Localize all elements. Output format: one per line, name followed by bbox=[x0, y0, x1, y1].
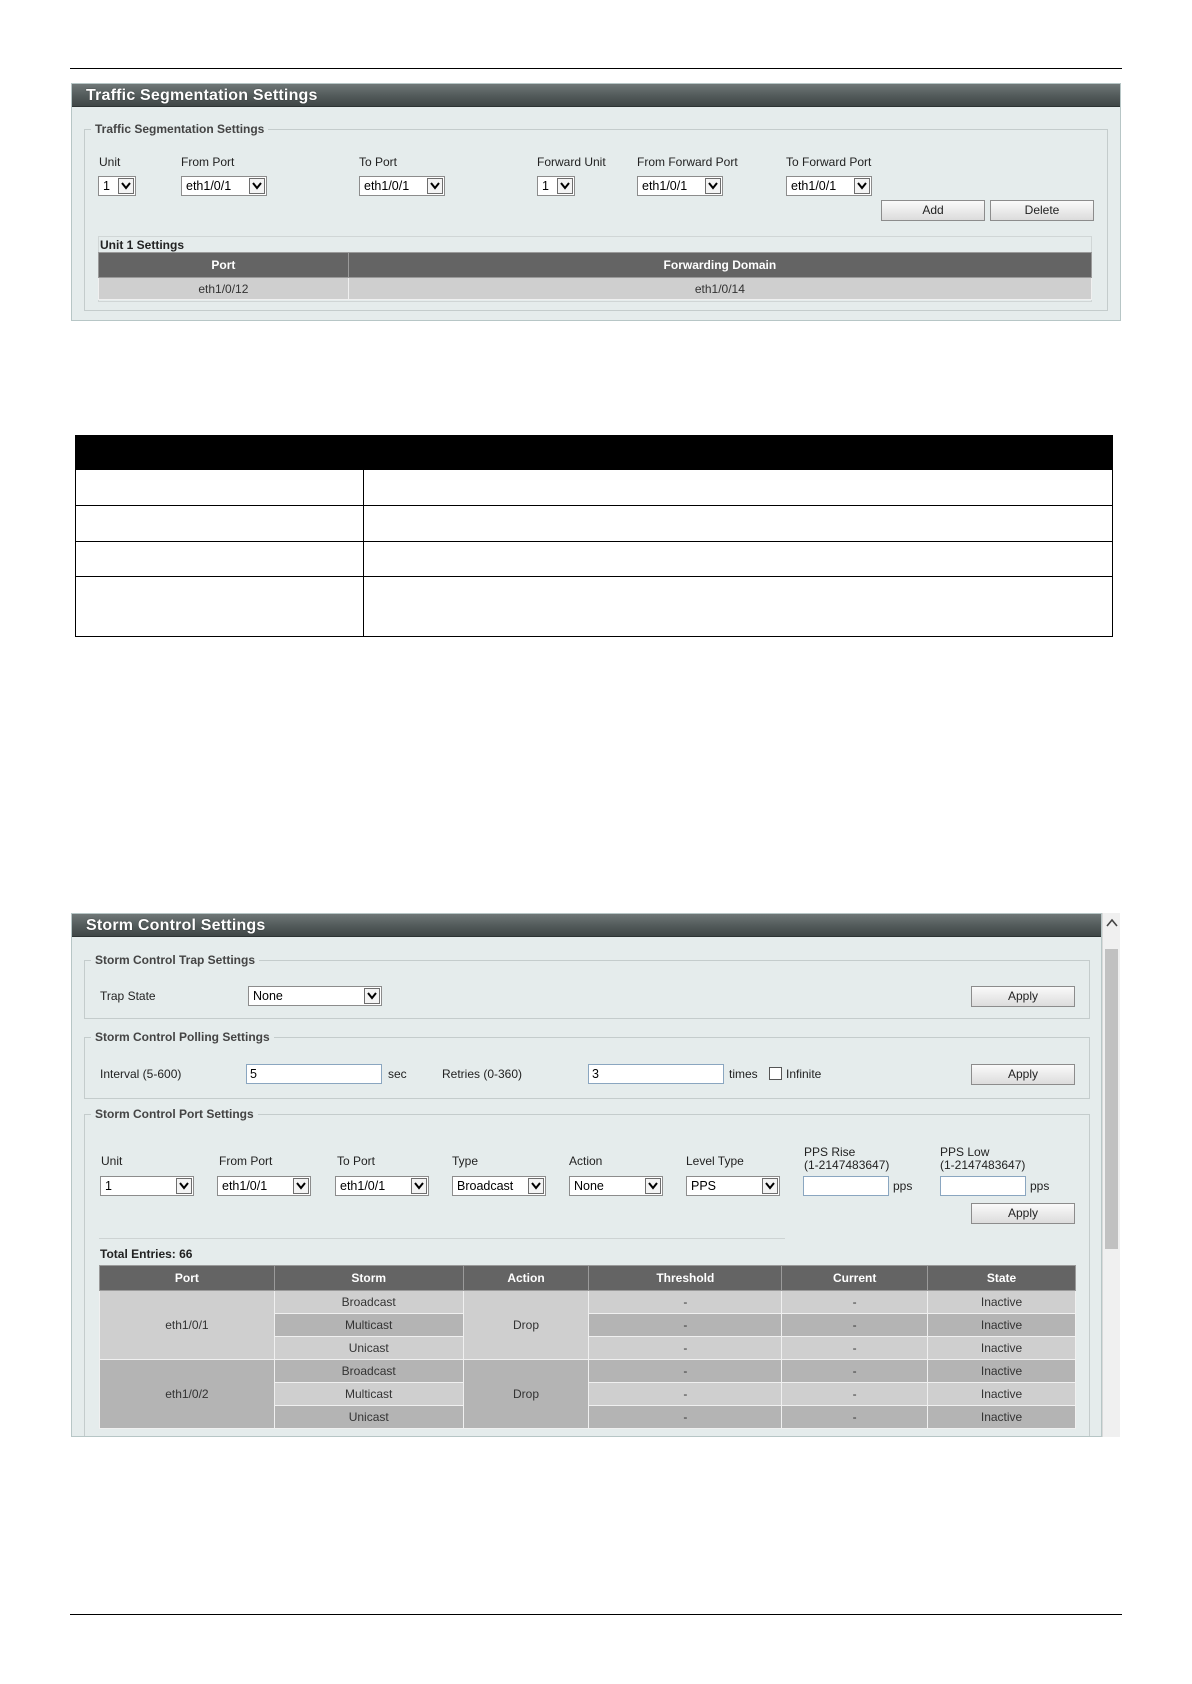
vertical-scrollbar[interactable] bbox=[1102, 913, 1120, 1437]
from-forward-port-select-value: eth1/0/1 bbox=[642, 179, 688, 193]
cell-action: Drop bbox=[463, 1360, 589, 1429]
trap-settings-fieldset bbox=[84, 953, 1090, 1019]
trap-state-select-value: None bbox=[253, 989, 283, 1003]
cell-threshold: - bbox=[589, 1360, 782, 1383]
cell-current: - bbox=[782, 1337, 928, 1360]
polling-apply-button[interactable]: Apply bbox=[971, 1064, 1075, 1085]
cell-port: eth1/0/1 bbox=[100, 1291, 275, 1360]
footer-rule bbox=[70, 1614, 1122, 1615]
pps-low-label-text: PPS Low bbox=[940, 1145, 990, 1159]
from-port-label: From Port bbox=[181, 155, 235, 169]
col-header-current: Current bbox=[782, 1266, 928, 1291]
retries-label: Retries (0-360) bbox=[442, 1067, 523, 1081]
retries-input[interactable]: 3 bbox=[588, 1064, 724, 1084]
add-button[interactable]: Add bbox=[881, 200, 985, 221]
from-forward-port-label: From Forward Port bbox=[637, 155, 738, 169]
to-forward-port-select[interactable] bbox=[786, 176, 872, 196]
fieldset-legend: Traffic Segmentation Settings bbox=[91, 122, 268, 136]
cell-storm: Unicast bbox=[274, 1406, 463, 1429]
from-port-select-value: eth1/0/1 bbox=[222, 1179, 268, 1193]
cell-current: - bbox=[782, 1314, 928, 1337]
cell-state: Inactive bbox=[928, 1383, 1076, 1406]
chevron-down-icon bbox=[176, 1178, 192, 1194]
cell-state: Inactive bbox=[928, 1291, 1076, 1314]
panel-title: Traffic Segmentation Settings bbox=[86, 87, 318, 104]
cell-storm: Broadcast bbox=[274, 1360, 463, 1383]
parameter-description-table bbox=[75, 435, 1113, 637]
forwarding-domain-table bbox=[98, 252, 1092, 300]
unit-select[interactable] bbox=[100, 1176, 194, 1196]
from-port-select-value: eth1/0/1 bbox=[186, 179, 232, 193]
cell-threshold: - bbox=[589, 1291, 782, 1314]
total-entries: Total Entries: 66 bbox=[100, 1247, 193, 1261]
chevron-down-icon bbox=[427, 178, 443, 194]
cell-storm: Broadcast bbox=[274, 1291, 463, 1314]
storm-control-table bbox=[99, 1265, 1076, 1429]
infinite-label: Infinite bbox=[786, 1067, 822, 1081]
col-header-storm: Storm bbox=[274, 1266, 463, 1291]
port-apply-button[interactable]: Apply bbox=[971, 1203, 1075, 1224]
cell-port: eth1/0/12 bbox=[99, 278, 349, 300]
to-port-select-value: eth1/0/1 bbox=[364, 179, 410, 193]
chevron-down-icon bbox=[364, 988, 380, 1004]
table-row bbox=[76, 577, 1113, 637]
fieldset-legend: Storm Control Trap Settings bbox=[91, 953, 259, 967]
trap-state-label: Trap State bbox=[100, 989, 156, 1003]
cell-current: - bbox=[782, 1291, 928, 1314]
table-header-row bbox=[100, 1266, 1076, 1291]
action-select-value: None bbox=[574, 1179, 604, 1193]
pps-rise-range: (1-2147483647) bbox=[804, 1158, 890, 1172]
pps-low-label bbox=[940, 1146, 1025, 1172]
forward-unit-select-value: 1 bbox=[542, 179, 549, 193]
pps-rise-label bbox=[804, 1146, 889, 1172]
chevron-down-icon bbox=[411, 1178, 427, 1194]
chevron-down-icon bbox=[762, 1178, 778, 1194]
col-header-action: Action bbox=[463, 1266, 589, 1291]
to-forward-port-label: To Forward Port bbox=[786, 155, 872, 169]
chevron-down-icon bbox=[118, 178, 134, 194]
header-rule bbox=[70, 68, 1122, 69]
to-port-select[interactable] bbox=[335, 1176, 429, 1196]
chevron-up-icon[interactable] bbox=[1106, 917, 1118, 931]
cell-state: Inactive bbox=[928, 1360, 1076, 1383]
divider bbox=[99, 1238, 785, 1239]
pps-rise-label-text: PPS Rise bbox=[804, 1145, 856, 1159]
pps-low-input[interactable] bbox=[940, 1176, 1026, 1196]
table-row bbox=[99, 278, 1092, 300]
chevron-down-icon bbox=[705, 178, 721, 194]
to-forward-port-select-value: eth1/0/1 bbox=[791, 179, 837, 193]
table-row bbox=[100, 1291, 1076, 1314]
interval-label: Interval (5-600) bbox=[100, 1067, 182, 1081]
type-select-value: Broadcast bbox=[457, 1179, 514, 1193]
unit-select-value: 1 bbox=[103, 179, 110, 193]
cell-current: - bbox=[782, 1383, 928, 1406]
cell-state: Inactive bbox=[928, 1337, 1076, 1360]
cell-current: - bbox=[782, 1360, 928, 1383]
col-header-forwarding-domain: Forwarding Domain bbox=[348, 253, 1091, 278]
table-row bbox=[76, 542, 1113, 577]
interval-unit: sec bbox=[388, 1067, 407, 1081]
cell-current: - bbox=[782, 1406, 928, 1429]
infinite-checkbox[interactable] bbox=[769, 1067, 782, 1080]
table-header-row bbox=[76, 436, 1113, 470]
chevron-down-icon bbox=[854, 178, 870, 194]
cell-threshold: - bbox=[589, 1406, 782, 1429]
storm-control-panel bbox=[71, 913, 1102, 1437]
chevron-down-icon bbox=[528, 1178, 544, 1194]
from-forward-port-select[interactable] bbox=[637, 176, 723, 196]
to-port-label: To Port bbox=[337, 1154, 376, 1168]
fieldset-legend: Storm Control Polling Settings bbox=[91, 1030, 274, 1044]
table-row bbox=[100, 1360, 1076, 1383]
pps-low-unit: pps bbox=[1030, 1179, 1050, 1193]
col-header-port: Port bbox=[100, 1266, 275, 1291]
cell-threshold: - bbox=[589, 1337, 782, 1360]
chevron-down-icon bbox=[557, 178, 573, 194]
unit-label: Unit bbox=[101, 1154, 123, 1168]
forward-unit-select[interactable] bbox=[537, 176, 575, 196]
cell-threshold: - bbox=[589, 1383, 782, 1406]
panel-title-bar bbox=[72, 84, 1120, 107]
type-label: Type bbox=[452, 1154, 479, 1168]
interval-input[interactable]: 5 bbox=[246, 1064, 382, 1084]
col-header-threshold: Threshold bbox=[589, 1266, 782, 1291]
cell-port: eth1/0/2 bbox=[100, 1360, 275, 1429]
from-port-select[interactable] bbox=[217, 1176, 311, 1196]
level-type-select-value: PPS bbox=[691, 1179, 717, 1193]
pps-rise-unit: pps bbox=[893, 1179, 913, 1193]
pps-rise-input[interactable] bbox=[803, 1176, 889, 1196]
cell-state: Inactive bbox=[928, 1406, 1076, 1429]
chevron-down-icon bbox=[293, 1178, 309, 1194]
level-type-select[interactable] bbox=[686, 1176, 780, 1196]
unit-select[interactable] bbox=[98, 176, 136, 196]
unit-select-value: 1 bbox=[105, 1179, 112, 1193]
chevron-down-icon bbox=[645, 1178, 661, 1194]
cell-storm: Multicast bbox=[274, 1383, 463, 1406]
panel-title: Storm Control Settings bbox=[86, 917, 266, 934]
pps-low-range: (1-2147483647) bbox=[940, 1158, 1026, 1172]
table-row bbox=[76, 470, 1113, 506]
unit-label: Unit bbox=[99, 155, 121, 169]
to-port-select-value: eth1/0/1 bbox=[340, 1179, 386, 1193]
type-select[interactable] bbox=[452, 1176, 546, 1196]
cell-state: Inactive bbox=[928, 1314, 1076, 1337]
fieldset-legend: Storm Control Port Settings bbox=[91, 1107, 258, 1121]
col-header-port: Port bbox=[99, 253, 349, 278]
trap-state-select[interactable] bbox=[248, 986, 382, 1006]
level-type-label: Level Type bbox=[686, 1154, 744, 1168]
unit-settings-title: Unit 1 Settings bbox=[100, 238, 185, 252]
from-port-label: From Port bbox=[219, 1154, 273, 1168]
cell-threshold: - bbox=[589, 1314, 782, 1337]
table-row bbox=[76, 506, 1113, 542]
cell-forwarding-domain: eth1/0/14 bbox=[348, 278, 1091, 300]
trap-apply-button[interactable]: Apply bbox=[971, 986, 1075, 1007]
action-select[interactable] bbox=[569, 1176, 663, 1196]
traffic-segmentation-panel bbox=[71, 83, 1121, 321]
delete-button[interactable]: Delete bbox=[990, 200, 1094, 221]
polling-settings-fieldset bbox=[84, 1030, 1090, 1099]
to-port-label: To Port bbox=[359, 155, 398, 169]
forward-unit-label: Forward Unit bbox=[537, 155, 606, 169]
cell-action: Drop bbox=[463, 1291, 589, 1360]
retries-unit: times bbox=[729, 1067, 758, 1081]
from-port-select[interactable] bbox=[181, 176, 267, 196]
cell-storm: Multicast bbox=[274, 1314, 463, 1337]
col-header-state: State bbox=[928, 1266, 1076, 1291]
chevron-down-icon bbox=[249, 178, 265, 194]
action-label: Action bbox=[569, 1154, 603, 1168]
scrollbar-thumb[interactable] bbox=[1105, 949, 1118, 1249]
to-port-select[interactable] bbox=[359, 176, 445, 196]
cell-storm: Unicast bbox=[274, 1337, 463, 1360]
panel-title-bar bbox=[72, 914, 1101, 937]
